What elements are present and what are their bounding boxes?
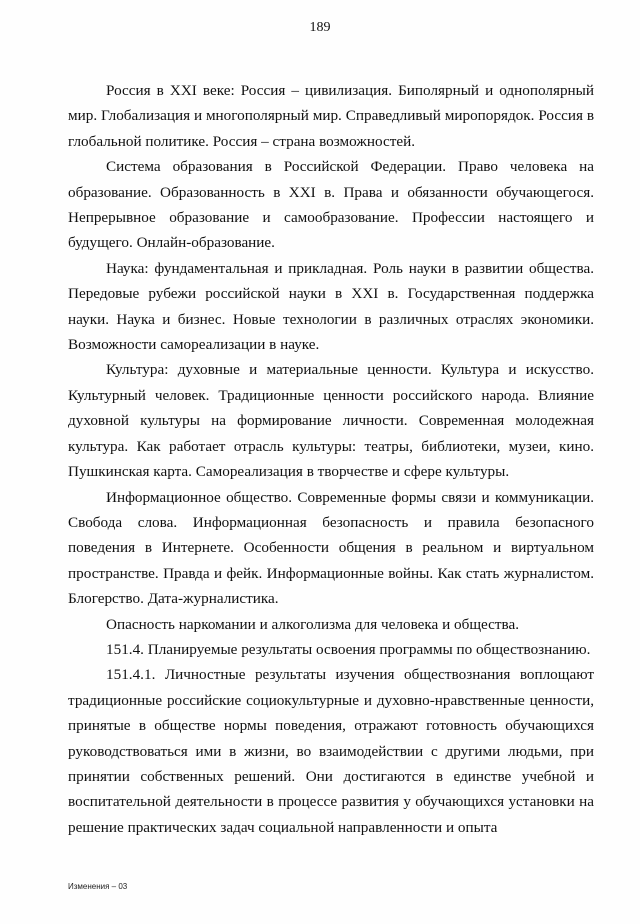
paragraph-culture: Культура: духовные и материальные ценности. Культура и искусство. Культурный человек. Традиционные ценности российского народа. Влияние духовной культуры на формирование личности. Современная молодежная культура. Как работает отрасль культуры: театры, библиотеки, музеи, кино. Пушкинская карта. Самореализация в творчестве и сфере культуры. xyxy=(68,361,594,481)
section-heading-151-4: 151.4. Планируемые результаты освоения программы по обществознанию. xyxy=(106,640,591,658)
paragraph-151-4-1: 151.4.1. Личностные результаты изучения обществознания воплощают традиционные российские социокультурные и духовно-нравственные ценности, принятые в обществе нормы поведения, отражают готовность обучающихся руководствоваться ими в жизни, во взаимодействии с другими людьми, при принятии собственных решений. Они достигаются в единстве учебной и воспитательной деятельности в процессе развития у обучающихся установки на решение практических задач социальной направленности и опыта xyxy=(68,666,594,836)
document-body xyxy=(68,78,594,840)
paragraph-education-system: Система образования в Российской Федерации. Право человека на образование. Образованность в XXI в. Права и обязанности обучающегося. Непрерывное образование и самообразование. Профессии настоящего и будущего. Онлайн-образование. xyxy=(68,158,594,252)
page-number: 189 xyxy=(309,20,331,35)
paragraph-russia-21-century: Россия в XXI веке: Россия – цивилизация. Биполярный и однополярный мир. Глобализация и многополярный мир. Справедливый миропорядок. Россия в глобальной политике. Россия – страна возможностей. xyxy=(68,82,594,150)
paragraph-information-society: Информационное общество. Современные формы связи и коммуникации. Свобода слова. Информационная безопасность и правила безопасного поведения в Интернете. Особенности общения в реальном и виртуальном пространстве. Правда и фейк. Информационные войны. Как стать журналистом. Блогерство. Дата-журналистика. xyxy=(68,488,594,608)
paragraph-science: Наука: фундаментальная и прикладная. Роль науки в развитии общества. Передовые рубежи российской науки в XXI в. Государственная поддержка науки. Наука и бизнес. Новые технологии в различных отраслях экономики. Возможности самореализации в науке. xyxy=(68,259,594,354)
paragraph-drug-alcohol-danger: Опасность наркомании и алкоголизма для человека и общества. xyxy=(106,615,520,633)
revision-footer: Изменения – 03 xyxy=(68,882,128,891)
